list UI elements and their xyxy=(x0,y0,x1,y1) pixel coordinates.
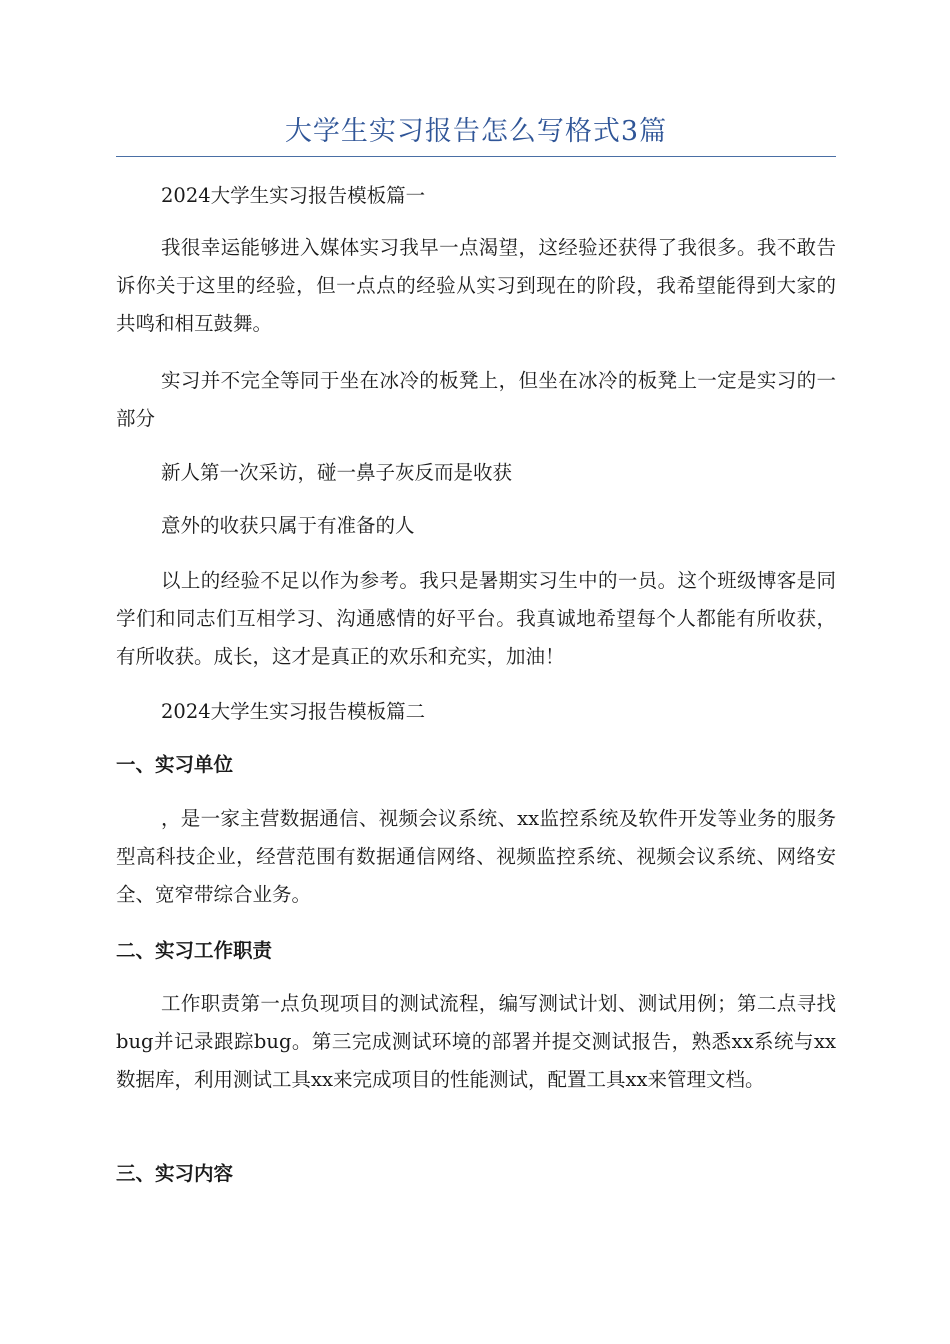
section-heading-part-one: 2024大学生实习报告模板篇一 xyxy=(161,184,426,207)
paragraph-company-description: ，是一家主营数据通信、视频会议系统、xx监控系统及软件开发等业务的服务型高科技企业，经营范围有数据通信网络、视频监控系统、视频会议系统、网络安全、宽窄带综合业务。 xyxy=(116,807,836,906)
paragraph-prepared: 意外的收获只属于有准备的人 xyxy=(161,514,415,537)
heading-job-duties: 二、实习工作职责 xyxy=(116,939,273,962)
paragraph-cold-bench: 实习并不完全等同于坐在冰冷的板凳上，但坐在冰冷的板凳上一定是实习的一部分 xyxy=(116,369,836,430)
heading-internship-content: 三、实习内容 xyxy=(116,1162,234,1185)
heading-internship-unit: 一、实习单位 xyxy=(116,753,234,776)
paragraph-job-duties: 工作职责第一点负现项目的测试流程，编写测试计划、测试用例；第二点寻找bug并记录跟踪bug。第三完成测试环境的部署并提交测试报告，熟悉xx系统与xx数据库，利用测试工具xx来完成项目的性能测试，配置工具xx来管理文档。 xyxy=(116,992,836,1091)
title-block xyxy=(116,112,836,157)
section-heading-part-two: 2024大学生实习报告模板篇二 xyxy=(161,700,426,723)
paragraph-media-internship: 我很幸运能够进入媒体实习我早一点渴望，这经验还获得了我很多。我不敢告诉你关于这里的经验，但一点点的经验从实习到现在的阶段，我希望能得到大家的共鸣和相互鼓舞。 xyxy=(116,236,836,335)
paragraph-first-interview: 新人第一次采访，碰一鼻子灰反而是收获 xyxy=(161,461,513,484)
document-title: 大学生实习报告怎么写格式3篇 xyxy=(284,116,668,147)
paragraph-conclusion: 以上的经验不足以作为参考。我只是暑期实习生中的一员。这个班级博客是同学们和同志们互相学习、沟通感情的好平台。我真诚地希望每个人都能有所收获，有所收获。成长，这才是真正的欢乐和充实，加油！ xyxy=(116,569,836,668)
